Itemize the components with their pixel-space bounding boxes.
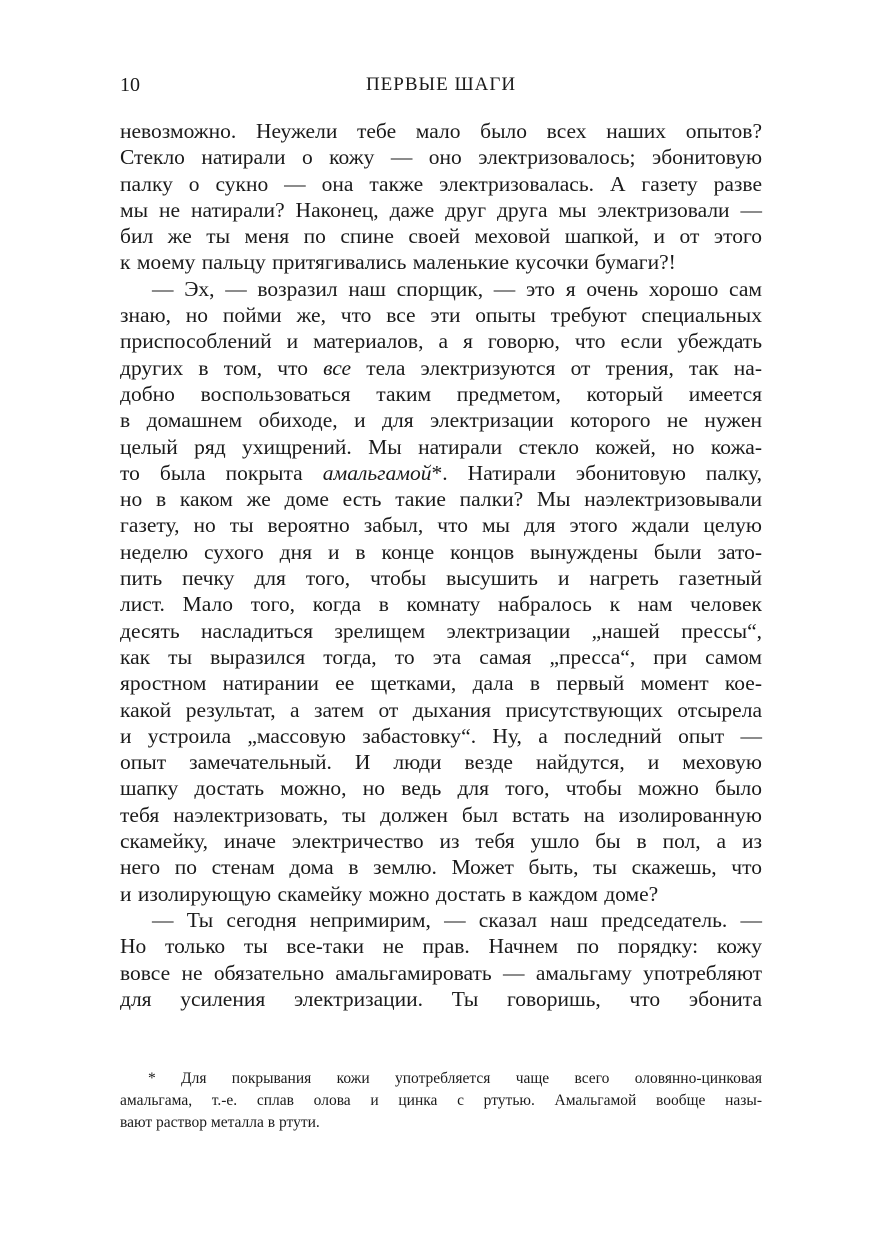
text-line: — Ты сегодня непримирим, — сказал наш председатель. — — [152, 907, 762, 932]
text-line: опыт замечательный. И люди везде найдутся, и меховую — [120, 750, 762, 775]
text-line: невозможно. Неужели тебе мало было всех наших опытов? — [120, 119, 762, 143]
text-line — [120, 355, 762, 381]
running-title: ПЕРВЫЕ ШАГИ — [365, 74, 517, 95]
text-line: приспособлений и материалов, а я говорю, что если убеждать — [120, 329, 762, 354]
text-line: пить печку для того, чтобы высушить и нагреть газетный — [120, 566, 762, 591]
text-line: но в каком же доме есть такие палки? Мы наэлектризовывали — [120, 487, 762, 512]
text-segment: то была покрыта — [120, 460, 303, 485]
text-line: и изолирующую скамейку можно достать в каждом доме? — [120, 881, 659, 906]
text-line: тебя наэлектризовать, ты должен был встать на изолированную — [120, 802, 762, 827]
text-line: для усиления электризации. Ты говоришь, что эбонита — [120, 986, 762, 1011]
text-line: как ты выразился тогда, то эта самая „пресса“, при самом — [120, 644, 762, 669]
text-line: яростном натирании ее щетками, дала в первый момент кое- — [120, 671, 762, 696]
main-text — [120, 118, 762, 1012]
text-line: в домашнем обиходе, и для электризации которого не нужен — [120, 408, 762, 433]
text-line: десять насладиться зрелищем электризации „нашей прессы“, — [120, 618, 762, 643]
text-line: добно воспользоваться таким предметом, который имеется — [120, 381, 762, 406]
text-line: неделю сухого дня и в конце концов вынуждены были зато- — [120, 539, 762, 564]
text-line: знаю, но пойми же, что все эти опыты требуют специальных — [120, 303, 762, 328]
text-line: — Эх, — возразил наш спорщик, — это я очень хорошо сам — [152, 276, 762, 301]
text-line: вовсе не обязательно амальгамировать — амальгаму употребляют — [120, 960, 762, 985]
text-line: Стекло натирали о кожу — оно электризовалось; эбонитовую — [120, 145, 762, 170]
text-line: лист. Мало того, когда в комнату набралось к нам человек — [120, 592, 762, 617]
footnote — [120, 1068, 762, 1134]
text-line: к моему пальцу притягивались маленькие кусочки бумаги?! — [120, 250, 676, 275]
text-line: и устроила „массовую забастовку“. Ну, а последний опыт — — [120, 723, 762, 748]
page-header — [120, 74, 762, 104]
italic-word: амальгамой — [322, 460, 432, 485]
text-line: бил же ты меня по спине своей меховой шапкой, и от этого — [120, 224, 762, 249]
text-line: шапку достать можно, но ведь для того, чтобы можно было — [120, 776, 762, 801]
italic-word: все — [323, 355, 352, 380]
footnote-line: * Для покрывания кожи употребляется чаще всего оловянно-цинковая — [148, 1070, 762, 1087]
text-line: мы не натирали? Наконец, даже друг друга мы электризовали — — [120, 197, 762, 222]
text-line — [120, 460, 762, 486]
text-line: него по стенам дома в землю. Может быть, ты скажешь, что — [120, 855, 762, 880]
footnote-line: амальгама, т.-е. сплав олова и цинка с ртутью. Амальгамой вообще назы- — [120, 1092, 762, 1109]
text-line: какой результат, а затем от дыхания присутствующих отсырела — [120, 697, 762, 722]
text-line: Но только ты все-таки не прав. Начнем по порядку: кожу — [120, 934, 762, 959]
text-segment: *. Натирали эбонитовую палку, — [431, 460, 763, 485]
text-line: скамейку, иначе электричество из тебя ушло бы в пол, а из — [120, 829, 762, 854]
text-segment: других в том, что — [120, 355, 308, 380]
footnote-line: вают раствор металла в ртути. — [120, 1114, 320, 1131]
text-line: палку о сукно — она также электризовалась. А газету разве — [120, 171, 762, 196]
text-line: целый ряд ухищрений. Мы натирали стекло кожей, но кожа- — [120, 434, 762, 459]
page-number: 10 — [120, 74, 140, 96]
text-segment: тела электризуются от трения, так на- — [366, 355, 763, 380]
text-line: газету, но ты вероятно забыл, что мы для этого ждали целую — [120, 513, 762, 538]
